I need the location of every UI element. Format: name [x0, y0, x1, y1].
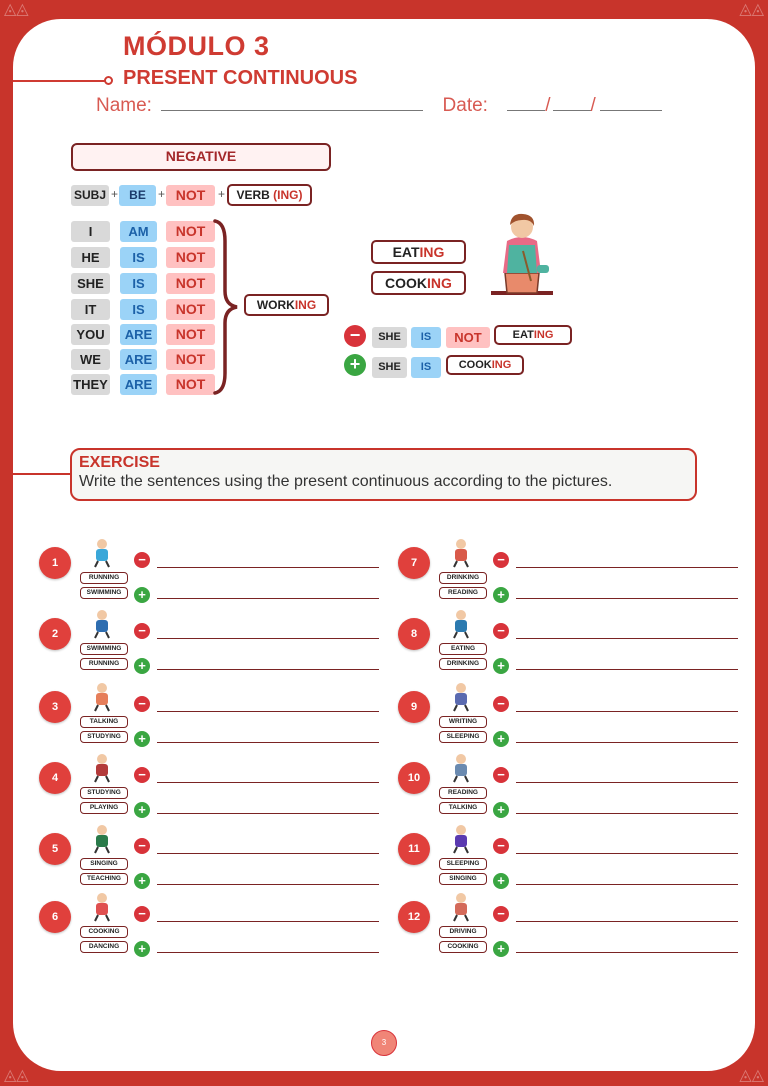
example-card-eating — [371, 240, 466, 264]
negative-verb-label: TALKING — [80, 716, 128, 728]
negative-verb-label: SINGING — [80, 858, 128, 870]
negative-verb-label: DRINKING — [439, 572, 487, 584]
brace-shape — [211, 219, 241, 395]
minus-circle-icon: − — [134, 552, 150, 568]
plus-circle-icon: + — [134, 873, 150, 889]
verb-base: COOK — [458, 359, 492, 371]
plus-circle-icon: + — [134, 802, 150, 818]
be-chip: IS — [120, 299, 157, 320]
card-base: COOK — [385, 275, 428, 291]
teacher-icon — [81, 822, 123, 854]
reader-icon — [440, 536, 482, 568]
formula-plus: + — [158, 187, 166, 201]
negative-verb-label: RUNNING — [80, 572, 128, 584]
working-base: WORK — [256, 298, 295, 312]
minus-circle-icon: − — [493, 623, 509, 639]
card-ing: ING — [427, 275, 452, 291]
runner-icon — [81, 607, 123, 639]
working-ing: ING — [294, 298, 317, 312]
negative-answer-line[interactable] — [157, 921, 379, 922]
not-chip: NOT — [166, 349, 215, 370]
example-card-cooking — [371, 271, 466, 295]
positive-verb-label: COOKING — [439, 941, 487, 953]
positive-verb-label: READING — [439, 587, 487, 599]
chef-icon — [440, 890, 482, 922]
negative-answer-line[interactable] — [516, 567, 738, 568]
negative-verb-label: DRIVING — [439, 926, 487, 938]
negative-verb-label: WRITING — [439, 716, 487, 728]
formula-plus: + — [111, 187, 119, 201]
exercise-instruction: Write the sentences using the present continuous according to the pictures. — [79, 473, 613, 490]
minus-circle-icon: − — [344, 325, 366, 347]
example-neg-not: NOT — [446, 327, 490, 348]
swimmer-icon — [81, 536, 123, 568]
negative-answer-line[interactable] — [157, 711, 379, 712]
chef-icon — [487, 211, 557, 303]
item-number: 8 — [398, 618, 430, 650]
positive-verb-label: TEACHING — [80, 873, 128, 885]
positive-answer-line[interactable] — [157, 742, 379, 743]
exercise-box — [70, 448, 697, 501]
item-number: 11 — [398, 833, 430, 865]
example-pos-verb — [446, 355, 524, 375]
minus-circle-icon: − — [493, 552, 509, 568]
be-chip: AM — [120, 221, 157, 242]
be-chip: IS — [120, 273, 157, 294]
positive-answer-line[interactable] — [157, 669, 379, 670]
item-number: 9 — [398, 691, 430, 723]
plus-circle-icon: + — [344, 354, 366, 376]
subject-chip: HE — [71, 247, 110, 268]
talkers-icon — [440, 751, 482, 783]
be-chip: ARE — [120, 374, 157, 395]
negative-answer-line[interactable] — [157, 638, 379, 639]
dancers-icon — [81, 890, 123, 922]
item-number: 10 — [398, 762, 430, 794]
item-number: 4 — [39, 762, 71, 794]
title-decor-line — [13, 80, 106, 82]
formula-be: BE — [119, 185, 156, 206]
plus-circle-icon: + — [134, 731, 150, 747]
positive-verb-label: SLEEPING — [439, 731, 487, 743]
name-field[interactable] — [161, 95, 423, 111]
negative-answer-line[interactable] — [157, 567, 379, 568]
item-number: 2 — [39, 618, 71, 650]
date-month-field[interactable] — [553, 95, 591, 111]
negative-verb-label: READING — [439, 787, 487, 799]
formula-subj: SUBJ — [71, 185, 109, 206]
plus-circle-icon: + — [493, 873, 509, 889]
card-ing: ING — [419, 244, 445, 260]
negative-verb-label: SLEEPING — [439, 858, 487, 870]
example-neg-subj: SHE — [372, 327, 407, 348]
negative-verb-label: EATING — [439, 643, 487, 655]
name-date-row — [96, 95, 662, 117]
subject-chip: YOU — [71, 324, 110, 345]
name-label: Name: — [96, 95, 152, 116]
verb-ing: ING — [491, 359, 512, 371]
negative-answer-line[interactable] — [516, 711, 738, 712]
negative-verb-label: COOKING — [80, 926, 128, 938]
positive-verb-label: DRINKING — [439, 658, 487, 670]
worksheet-page — [13, 19, 755, 1071]
minus-circle-icon: − — [134, 767, 150, 783]
example-neg-verb — [494, 325, 572, 345]
formula-ing-text: (ING) — [273, 188, 303, 202]
module-title: MÓDULO 3 — [123, 31, 270, 61]
formula-plus: + — [218, 187, 226, 201]
subject-chip: SHE — [71, 273, 110, 294]
positive-answer-line[interactable] — [157, 813, 379, 814]
subject-chip: THEY — [71, 374, 110, 395]
example-pos-be: IS — [411, 357, 441, 378]
positive-answer-line[interactable] — [516, 742, 738, 743]
date-year-field[interactable] — [600, 95, 662, 111]
positive-verb-label: RUNNING — [80, 658, 128, 670]
not-chip: NOT — [166, 273, 215, 294]
be-chip: IS — [120, 247, 157, 268]
date-separator: / — [545, 95, 551, 116]
corner-decoration-tl: ◬◬ — [4, 1, 29, 18]
negative-answer-line[interactable] — [516, 638, 738, 639]
positive-verb-label: PLAYING — [80, 802, 128, 814]
positive-answer-line[interactable] — [157, 952, 379, 953]
drinker-icon — [440, 607, 482, 639]
minus-circle-icon: − — [493, 767, 509, 783]
positive-verb-label: TALKING — [439, 802, 487, 814]
minus-circle-icon: − — [493, 906, 509, 922]
corner-decoration-tr: ◬◬ — [739, 1, 764, 18]
not-chip: NOT — [166, 299, 215, 320]
negative-answer-line[interactable] — [516, 782, 738, 783]
not-chip: NOT — [166, 221, 215, 242]
positive-answer-line[interactable] — [516, 598, 738, 599]
minus-circle-icon: − — [134, 838, 150, 854]
verb-base: EAT — [512, 329, 534, 341]
negative-answer-line[interactable] — [157, 853, 379, 854]
plus-circle-icon: + — [134, 587, 150, 603]
formula-verb-ing — [227, 184, 312, 206]
positive-verb-label: DANCING — [80, 941, 128, 953]
positive-verb-label: SWIMMING — [80, 587, 128, 599]
item-number: 12 — [398, 901, 430, 933]
formula-not: NOT — [166, 185, 215, 206]
negative-heading: NEGATIVE — [71, 143, 331, 171]
exercise-decor-line — [13, 473, 72, 475]
negative-verb-label: SWIMMING — [80, 643, 128, 655]
not-chip: NOT — [166, 374, 215, 395]
minus-circle-icon: − — [134, 906, 150, 922]
formula-verb-text: VERB — [236, 188, 270, 202]
soccer-players-icon — [81, 751, 123, 783]
subject-chip: I — [71, 221, 110, 242]
date-label: Date: — [442, 95, 488, 116]
negative-answer-line[interactable] — [157, 782, 379, 783]
item-number: 5 — [39, 833, 71, 865]
sleeper-icon — [440, 680, 482, 712]
not-chip: NOT — [166, 247, 215, 268]
example-neg-be: IS — [411, 327, 441, 348]
positive-answer-line[interactable] — [157, 598, 379, 599]
minus-circle-icon: − — [493, 838, 509, 854]
item-number: 3 — [39, 691, 71, 723]
plus-circle-icon: + — [134, 941, 150, 957]
positive-answer-line[interactable] — [516, 884, 738, 885]
positive-verb-label: SINGING — [439, 873, 487, 885]
singer-icon — [440, 822, 482, 854]
exercise-heading: EXERCISE — [79, 454, 160, 471]
negative-answer-line[interactable] — [516, 921, 738, 922]
plus-circle-icon: + — [493, 658, 509, 674]
positive-answer-line[interactable] — [516, 952, 738, 953]
plus-circle-icon: + — [493, 941, 509, 957]
verb-ing: ING — [533, 329, 554, 341]
module-subtitle: PRESENT CONTINUOUS — [123, 67, 358, 89]
not-chip: NOT — [166, 324, 215, 345]
date-separator: / — [590, 95, 596, 116]
minus-circle-icon: − — [493, 696, 509, 712]
negative-answer-line[interactable] — [516, 853, 738, 854]
working-verb — [244, 294, 329, 316]
item-number: 1 — [39, 547, 71, 579]
example-pos-subj: SHE — [372, 357, 407, 378]
corner-decoration-bl: ◬◬ — [4, 1067, 29, 1084]
student-icon — [81, 680, 123, 712]
positive-answer-line[interactable] — [516, 813, 738, 814]
be-chip: ARE — [120, 324, 157, 345]
minus-circle-icon: − — [134, 623, 150, 639]
positive-verb-label: STUDYING — [80, 731, 128, 743]
plus-circle-icon: + — [493, 587, 509, 603]
card-base: EAT — [392, 244, 420, 260]
positive-answer-line[interactable] — [516, 669, 738, 670]
minus-circle-icon: − — [134, 696, 150, 712]
title-decor-dot — [104, 76, 113, 85]
plus-circle-icon: + — [493, 731, 509, 747]
corner-decoration-br: ◬◬ — [739, 1067, 764, 1084]
negative-verb-label: STUDYING — [80, 787, 128, 799]
positive-answer-line[interactable] — [157, 884, 379, 885]
plus-circle-icon: + — [134, 658, 150, 674]
item-number: 7 — [398, 547, 430, 579]
subject-chip: WE — [71, 349, 110, 370]
date-day-field[interactable] — [507, 95, 545, 111]
item-number: 6 — [39, 901, 71, 933]
plus-circle-icon: + — [493, 802, 509, 818]
page-number: 3 — [371, 1030, 397, 1056]
be-chip: ARE — [120, 349, 157, 370]
subject-chip: IT — [71, 299, 110, 320]
